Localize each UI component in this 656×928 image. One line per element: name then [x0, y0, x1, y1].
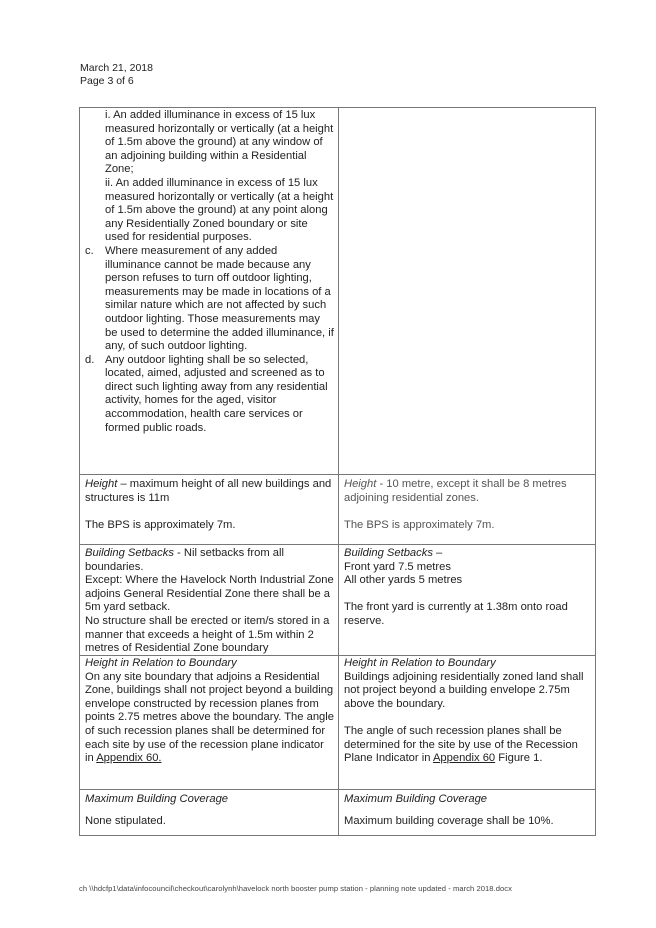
table-row-height [80, 474, 595, 544]
coverage-right-cell [339, 790, 595, 835]
recession-right-after: Figure 1. [498, 752, 543, 765]
recession-right-cell [339, 656, 595, 789]
height-left-note: The BPS is approximately 7m. [85, 518, 236, 531]
coverage-right-text: Maximum building coverage shall be 10%. [344, 814, 554, 827]
height-right-cell [339, 475, 595, 544]
header-page-number: Page 3 of 6 [80, 75, 134, 87]
setbacks-right-other: All other yards 5 metres [344, 574, 463, 587]
height-right-label: Height [344, 478, 377, 490]
setbacks-right-note: The front yard is currently at 1.38m onto road reserve. [344, 601, 568, 627]
table-row-recession [80, 655, 595, 789]
header-date: March 21, 2018 [80, 62, 153, 74]
table-row-coverage [80, 789, 595, 835]
setbacks-right-label: Building Setbacks – [344, 547, 443, 559]
height-right-text: - 10 metre, except it shall be 8 metres adjoining residential zones. [344, 478, 567, 504]
height-left-cell [80, 475, 339, 544]
height-left-text: – maximum height of all new buildings and structures is 11m [85, 478, 332, 504]
setbacks-left-except: Except: Where the Havelock North Industrial Zone adjoins General Residential Zone there shall be a 5m yard setback. [85, 574, 334, 614]
table-row-lighting [80, 108, 595, 474]
list-marker-d: d. [85, 353, 95, 366]
lighting-item-i: i. An added illuminance in excess of 15 lux measured horizontally or vertically (at a height of 1.5m above the ground) at any window of an adjoining building within a Residential Zone; [105, 109, 334, 176]
lighting-item-d [85, 354, 334, 436]
recession-left-label: Height in Relation to Boundary [85, 657, 237, 669]
lighting-item-c [85, 245, 334, 354]
recession-right-text2: The angle of such recession planes shall be determined for the site by use of the Recession Plane Indicator in [344, 724, 578, 765]
lighting-left-cell [80, 108, 339, 474]
list-marker-c: c. [85, 244, 94, 257]
recession-left-text: On any site boundary that adjoins a Residential Zone, buildings shall not project beyond a building envelope constructed by recession planes from points 2.75 metres above the boundary. The angle of such recession planes shall be determined for each site by use of the recession plane indicator in [85, 670, 334, 765]
appendix-60-link-right[interactable]: Appendix 60 [432, 752, 496, 765]
recession-right-text: Buildings adjoining residentially zoned land shall not project beyond a building envelope 2.75m above the boundary. [344, 670, 584, 710]
lighting-item-d-text: Any outdoor lighting shall be so selected, located, aimed, adjusted and screened as to direct such lighting away from any residential activity, homes for the aged, visitor accommodation, health care services or formed public roads. [105, 353, 328, 434]
setbacks-left-cell [80, 545, 339, 655]
lighting-item-ii: ii. An added illuminance in excess of 15 lux measured horizontally or vertically (at a height of 1.5m above the ground) at any point along any Residentially Zoned boundary or site used for residential purposes. [105, 176, 334, 244]
setbacks-left-structure: No structure shall be erected or item/s stored in a manner that exceeds a height of 1.5m within 2 metres of Residential Zone boundary [85, 614, 330, 655]
lighting-right-cell [339, 108, 595, 474]
planning-table [79, 107, 596, 836]
setbacks-left-text: - Nil setbacks from all boundaries. [85, 547, 284, 573]
height-left-label: Height [85, 478, 118, 490]
coverage-left-cell [80, 790, 339, 835]
height-right-note: The BPS is approximately 7m. [344, 518, 495, 531]
appendix-60-link-left[interactable]: Appendix 60. [96, 752, 162, 765]
footer-file-path: ch \\hdcfp1\data\infocouncil\checkout\carolynh\havelock north booster pump station - planning note updated - march 2018.docx [79, 884, 512, 893]
lighting-item-c-text: Where measurement of any added illuminance cannot be made because any person refuses to turn off outdoor lighting, measurements may be made in locations of a similar nature which are not affected by such outdoor lighting. Those measurements may be used to determine the added illuminance, if any, of such outdoor lighting. [105, 244, 334, 353]
coverage-right-label: Maximum Building Coverage [344, 793, 488, 805]
recession-left-cell [80, 656, 339, 789]
setbacks-right-front: Front yard 7.5 metres [344, 560, 451, 573]
recession-right-label: Height in Relation to Boundary [344, 657, 496, 669]
setbacks-right-cell [339, 545, 595, 655]
table-row-setbacks [80, 544, 595, 655]
coverage-left-text: None stipulated. [85, 814, 166, 827]
coverage-left-label: Maximum Building Coverage [85, 793, 229, 805]
setbacks-left-label: Building Setbacks [85, 547, 174, 559]
